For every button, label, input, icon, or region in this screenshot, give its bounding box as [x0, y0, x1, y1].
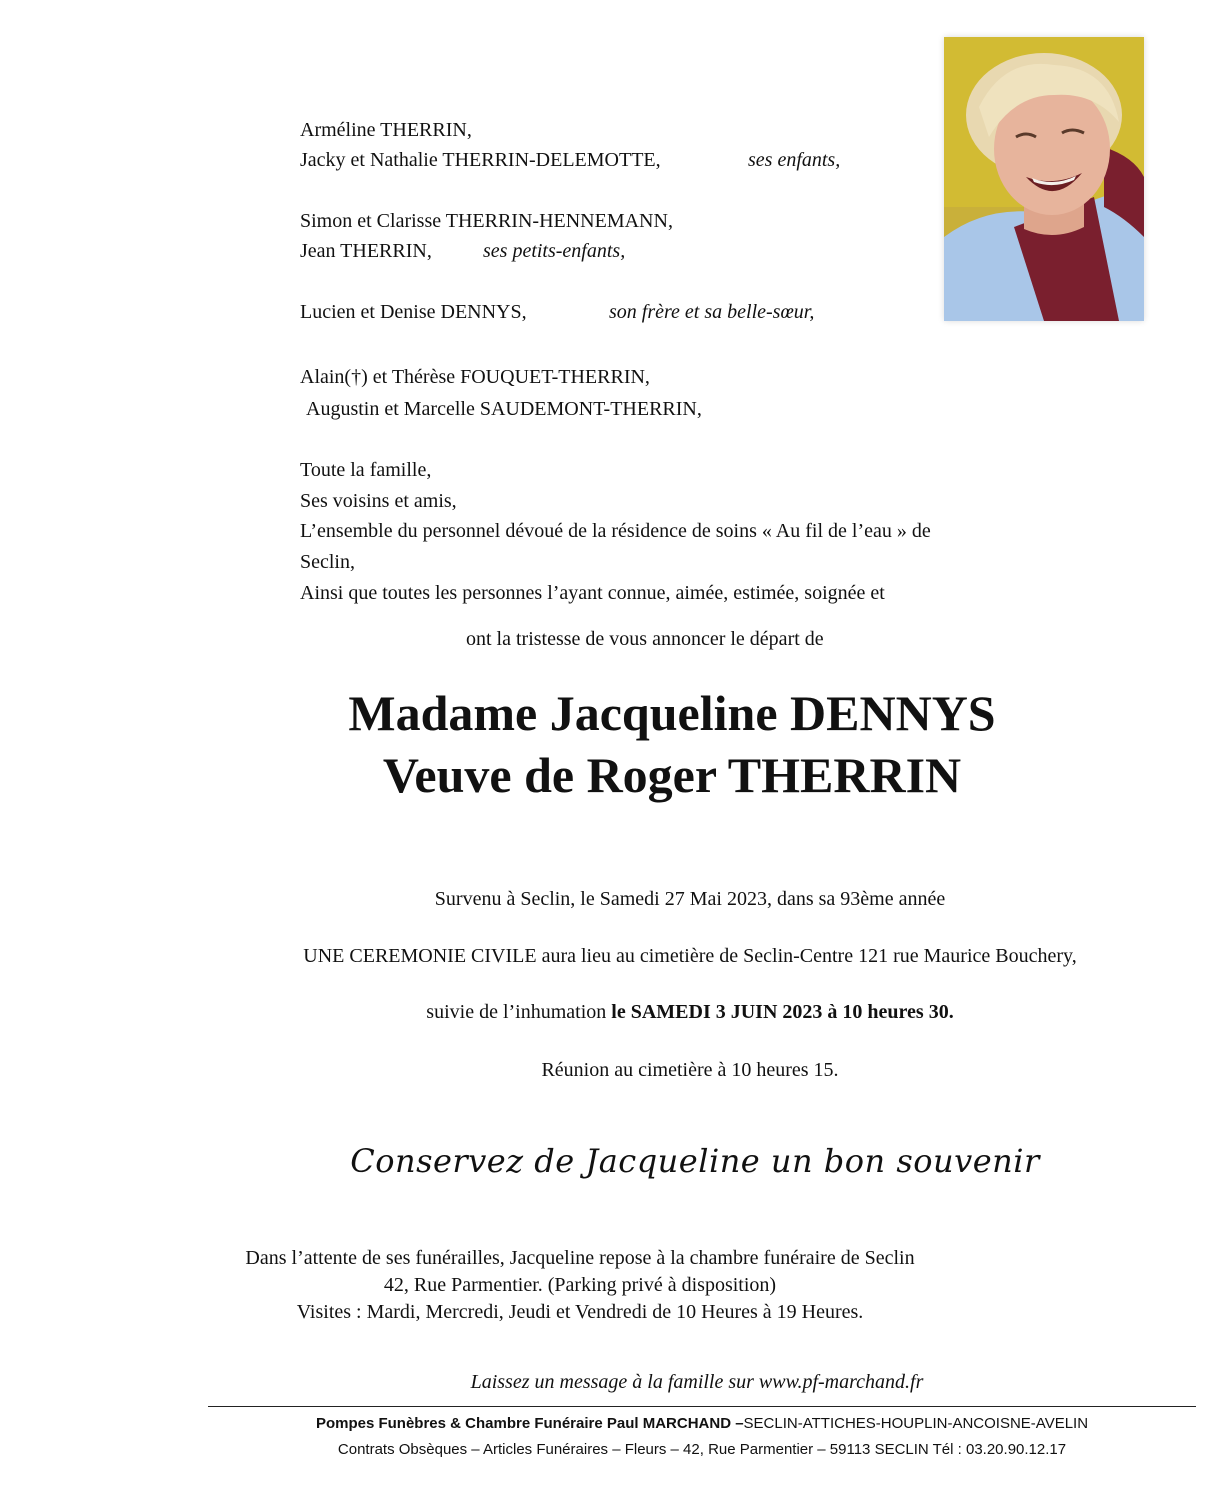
- grandchildren-line-2: Jean THERRIN,: [300, 240, 432, 262]
- children-role: ses enfants,: [748, 149, 841, 171]
- souvenir-text: Conservez de Jacqueline un bon souvenir: [350, 1142, 1040, 1180]
- grandchildren-line-1: Simon et Clarisse THERRIN-HENNEMANN,: [300, 210, 673, 232]
- burial-prefix: suivie de l’inhumation: [426, 1001, 612, 1023]
- portrait-illustration: [944, 37, 1144, 321]
- footer-company: Pompes Funèbres & Chambre Funéraire Paul MARCHAND –: [315, 1415, 744, 1432]
- sibling-line: Lucien et Denise DENNYS,: [300, 301, 527, 323]
- footer-company-line: [208, 1411, 1196, 1437]
- rest-line-2: 42, Rue Parmentier. (Parking privé à disposition): [383, 1274, 777, 1296]
- footer-divider: [208, 1406, 1196, 1407]
- burial-details: [83, 997, 1214, 1027]
- announcement-text: ont la tristesse de vous annoncer le départ de: [466, 628, 824, 650]
- relatives-line-2: Augustin et Marcelle SAUDEMONT-THERRIN,: [306, 398, 702, 420]
- footer-locations: SECLIN-ATTICHES-HOUPLIN-ANCOISNE-AVELIN: [743, 1415, 1089, 1432]
- burial-date: le SAMEDI 3 JUIN 2023 à 10 heures 30.: [611, 1001, 954, 1023]
- children-line-2: Jacky et Nathalie THERRIN-DELEMOTTE,: [300, 149, 661, 171]
- death-details: Survenu à Seclin, le Samedi 27 Mai 2023, dans sa 93ème année: [434, 888, 946, 910]
- portrait-photo: [944, 37, 1144, 321]
- others-line-2: Ses voisins et amis,: [300, 490, 457, 512]
- deceased-widow-of: Veuve de Roger THERRIN: [382, 747, 962, 803]
- ceremony-details: UNE CEREMONIE CIVILE aura lieu au cimetière de Seclin-Centre 121 rue Maurice Bouchery,: [303, 945, 1077, 967]
- sibling-role: son frère et sa belle-sœur,: [609, 301, 815, 323]
- children-line-1: Arméline THERRIN,: [300, 119, 472, 141]
- others-line-5: Ainsi que toutes les personnes l’ayant connue, aimée, estimée, soignée et: [300, 582, 885, 604]
- footer-services: Contrats Obsèques – Articles Funéraires – Fleurs – 42, Rue Parmentier – 59113 SECLIN Tél : 03.20.90.12.17: [337, 1441, 1067, 1458]
- others-line-1: Toute la famille,: [300, 459, 432, 481]
- relatives-line-1: Alain(†) et Thérèse FOUQUET-THERRIN,: [300, 366, 650, 388]
- others-line-3: L’ensemble du personnel dévoué de la résidence de soins « Au fil de l’eau » de: [300, 520, 931, 542]
- grandchildren-role: ses petits-enfants,: [483, 240, 626, 262]
- meeting-details: Réunion au cimetière à 10 heures 15.: [541, 1059, 839, 1081]
- rest-line-1: Dans l’attente de ses funérailles, Jacqueline repose à la chambre funéraire de Seclin: [245, 1247, 915, 1269]
- rest-line-3: Visites : Mardi, Mercredi, Jeudi et Vendredi de 10 Heures à 19 Heures.: [296, 1301, 864, 1323]
- message-link-text: Laissez un message à la famille sur www.pf-marchand.fr: [470, 1371, 924, 1393]
- deceased-name: Madame Jacqueline DENNYS: [348, 685, 996, 741]
- others-line-4: Seclin,: [300, 551, 355, 573]
